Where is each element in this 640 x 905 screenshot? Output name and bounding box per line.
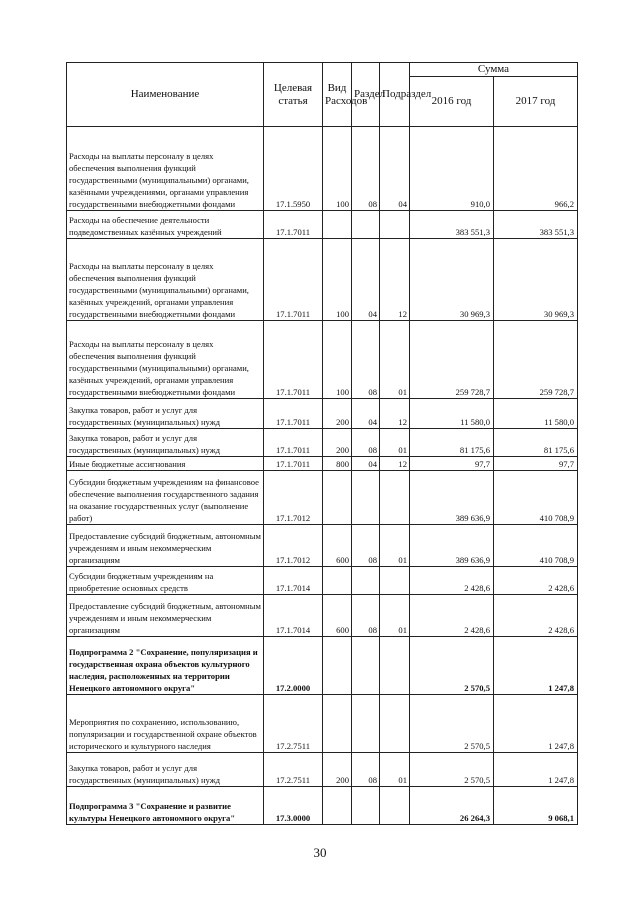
row-name: Предоставление субсидий бюджетным, автономным учреждениям и иным некоммерческим организациям [67,595,264,637]
row-vid [323,471,352,525]
table-row [67,595,578,637]
row-razdel [352,471,380,525]
row-target-article: 17.1.7014 [264,567,323,595]
row-podrazdel: 01 [380,429,410,457]
row-value-2016: 389 636,9 [410,525,494,567]
row-value-2017: 410 708,9 [494,471,578,525]
row-value-2016: 383 551,3 [410,211,494,239]
row-podrazdel: 01 [380,321,410,399]
header-name: Наименование [67,63,264,127]
header-sum: Сумма [410,63,578,77]
row-value-2016: 259 728,7 [410,321,494,399]
table-row [67,211,578,239]
row-value-2017: 11 580,0 [494,399,578,429]
row-value-2016: 30 969,3 [410,239,494,321]
table-row [67,399,578,429]
row-name: Расходы на выплаты персоналу в целях обеспечения выполнения функций государственными (муниципальными) органами, казённых учреждений, органами управления государственными внебюджетными фондами [67,321,264,399]
row-name: Расходы на выплаты персоналу в целях обеспечения выполнения функций государственными (муниципальными) органами, казённых учреждений, органами управления государственными внебюджетными фондами [67,239,264,321]
row-podrazdel [380,471,410,525]
row-razdel: 08 [352,321,380,399]
table-row [67,457,578,471]
row-target-article: 17.1.7011 [264,399,323,429]
header-target-article: Целевая статья [264,63,323,127]
row-name: Закупка товаров, работ и услуг для государственных (муниципальных) нужд [67,399,264,429]
row-value-2016: 2 428,6 [410,595,494,637]
row-value-2016: 26 264,3 [410,787,494,825]
row-podrazdel: 12 [380,399,410,429]
row-podrazdel [380,567,410,595]
row-value-2017: 410 708,9 [494,525,578,567]
row-value-2017: 2 428,6 [494,567,578,595]
row-razdel: 04 [352,239,380,321]
row-vid: 100 [323,321,352,399]
row-name: Иные бюджетные ассигнования [67,457,264,471]
row-vid [323,637,352,695]
row-target-article: 17.1.7012 [264,525,323,567]
table-body [67,127,578,825]
row-name: Субсидии бюджетным учреждениям на приобретение основных средств [67,567,264,595]
row-target-article: 17.1.7011 [264,239,323,321]
row-vid: 200 [323,429,352,457]
row-name: Субсидии бюджетным учреждениям на финансовое обеспечение выполнения государственного задания на оказание государственных услуг (выполнение работ) [67,471,264,525]
row-target-article: 17.1.7011 [264,211,323,239]
row-target-article: 17.3.0000 [264,787,323,825]
row-value-2017: 1 247,8 [494,753,578,787]
row-vid [323,211,352,239]
row-target-article: 17.1.5950 [264,127,323,211]
row-razdel: 08 [352,595,380,637]
row-vid [323,787,352,825]
row-value-2017: 1 247,8 [494,637,578,695]
row-value-2017: 966,2 [494,127,578,211]
row-value-2017: 259 728,7 [494,321,578,399]
row-razdel: 04 [352,399,380,429]
row-value-2016: 2 428,6 [410,567,494,595]
row-razdel [352,637,380,695]
row-vid: 600 [323,595,352,637]
table-row [67,471,578,525]
row-razdel [352,787,380,825]
row-vid: 200 [323,399,352,429]
row-podrazdel: 01 [380,595,410,637]
row-name: Мероприятия по сохранению, использованию, популяризации и государственной охране объектов исторического и культурного наследия [67,695,264,753]
row-vid: 800 [323,457,352,471]
row-value-2017: 1 247,8 [494,695,578,753]
row-value-2016: 11 580,0 [410,399,494,429]
row-razdel [352,211,380,239]
row-value-2017: 9 068,1 [494,787,578,825]
row-razdel [352,567,380,595]
row-target-article: 17.1.7011 [264,429,323,457]
header-razdel: Раздел [352,63,380,127]
row-podrazdel: 01 [380,525,410,567]
row-name: Расходы на выплаты персоналу в целях обеспечения выполнения функций государственными (муниципальными) органами, казёнными учреждениями, органами управления государственными внебюджетными фондами [67,127,264,211]
table-header [67,63,578,127]
row-vid [323,695,352,753]
table-row [67,695,578,753]
row-name: Подпрограмма 3 "Сохранение и развитие культуры Ненецкого автономного округа" [67,787,264,825]
row-value-2016: 389 636,9 [410,471,494,525]
row-name: Расходы на обеспечение деятельности подведомственных казённых учреждений [67,211,264,239]
row-vid: 100 [323,127,352,211]
table-row [67,239,578,321]
row-value-2016: 2 570,5 [410,753,494,787]
row-target-article: 17.2.7511 [264,753,323,787]
table-row [67,127,578,211]
row-vid [323,567,352,595]
budget-table-page [66,62,577,825]
row-name: Закупка товаров, работ и услуг для государственных (муниципальных) нужд [67,753,264,787]
row-value-2016: 81 175,6 [410,429,494,457]
row-value-2016: 910,0 [410,127,494,211]
row-razdel: 08 [352,429,380,457]
row-vid: 100 [323,239,352,321]
header-year-2017: 2017 год [494,77,578,127]
row-razdel: 04 [352,457,380,471]
row-value-2017: 383 551,3 [494,211,578,239]
row-target-article: 17.2.0000 [264,637,323,695]
row-razdel: 08 [352,525,380,567]
row-name: Подпрограмма 2 "Сохранение, популяризация и государственная охрана объектов культурного наследия, расположенных на территории Ненецкого автономного округа" [67,637,264,695]
table-row [67,753,578,787]
row-name: Предоставление субсидий бюджетным, автономным учреждениям и иным некоммерческим организациям [67,525,264,567]
row-razdel: 08 [352,127,380,211]
row-target-article: 17.1.7011 [264,457,323,471]
row-target-article: 17.1.7012 [264,471,323,525]
row-vid: 200 [323,753,352,787]
row-razdel [352,695,380,753]
row-value-2017: 81 175,6 [494,429,578,457]
header-year-2016: 2016 год [410,77,494,127]
header-vid: Вид Расходов [323,63,352,127]
row-podrazdel [380,695,410,753]
row-value-2016: 2 570,5 [410,695,494,753]
row-target-article: 17.1.7011 [264,321,323,399]
row-value-2016: 2 570,5 [410,637,494,695]
row-podrazdel: 04 [380,127,410,211]
row-name: Закупка товаров, работ и услуг для государственных (муниципальных) нужд [67,429,264,457]
row-value-2017: 97,7 [494,457,578,471]
row-value-2016: 97,7 [410,457,494,471]
header-podrazdel: Подраздел [380,63,410,127]
row-podrazdel [380,637,410,695]
row-podrazdel [380,211,410,239]
row-podrazdel: 12 [380,457,410,471]
row-podrazdel [380,787,410,825]
table-row [67,567,578,595]
row-podrazdel: 01 [380,753,410,787]
row-target-article: 17.1.7014 [264,595,323,637]
row-target-article: 17.2.7511 [264,695,323,753]
table-row [67,321,578,399]
row-value-2017: 2 428,6 [494,595,578,637]
table-row [67,787,578,825]
table-row [67,637,578,695]
row-value-2017: 30 969,3 [494,239,578,321]
page-number: 30 [313,845,327,860]
row-podrazdel: 12 [380,239,410,321]
budget-table [66,62,578,825]
row-vid: 600 [323,525,352,567]
table-row [67,429,578,457]
table-row [67,525,578,567]
row-razdel: 08 [352,753,380,787]
